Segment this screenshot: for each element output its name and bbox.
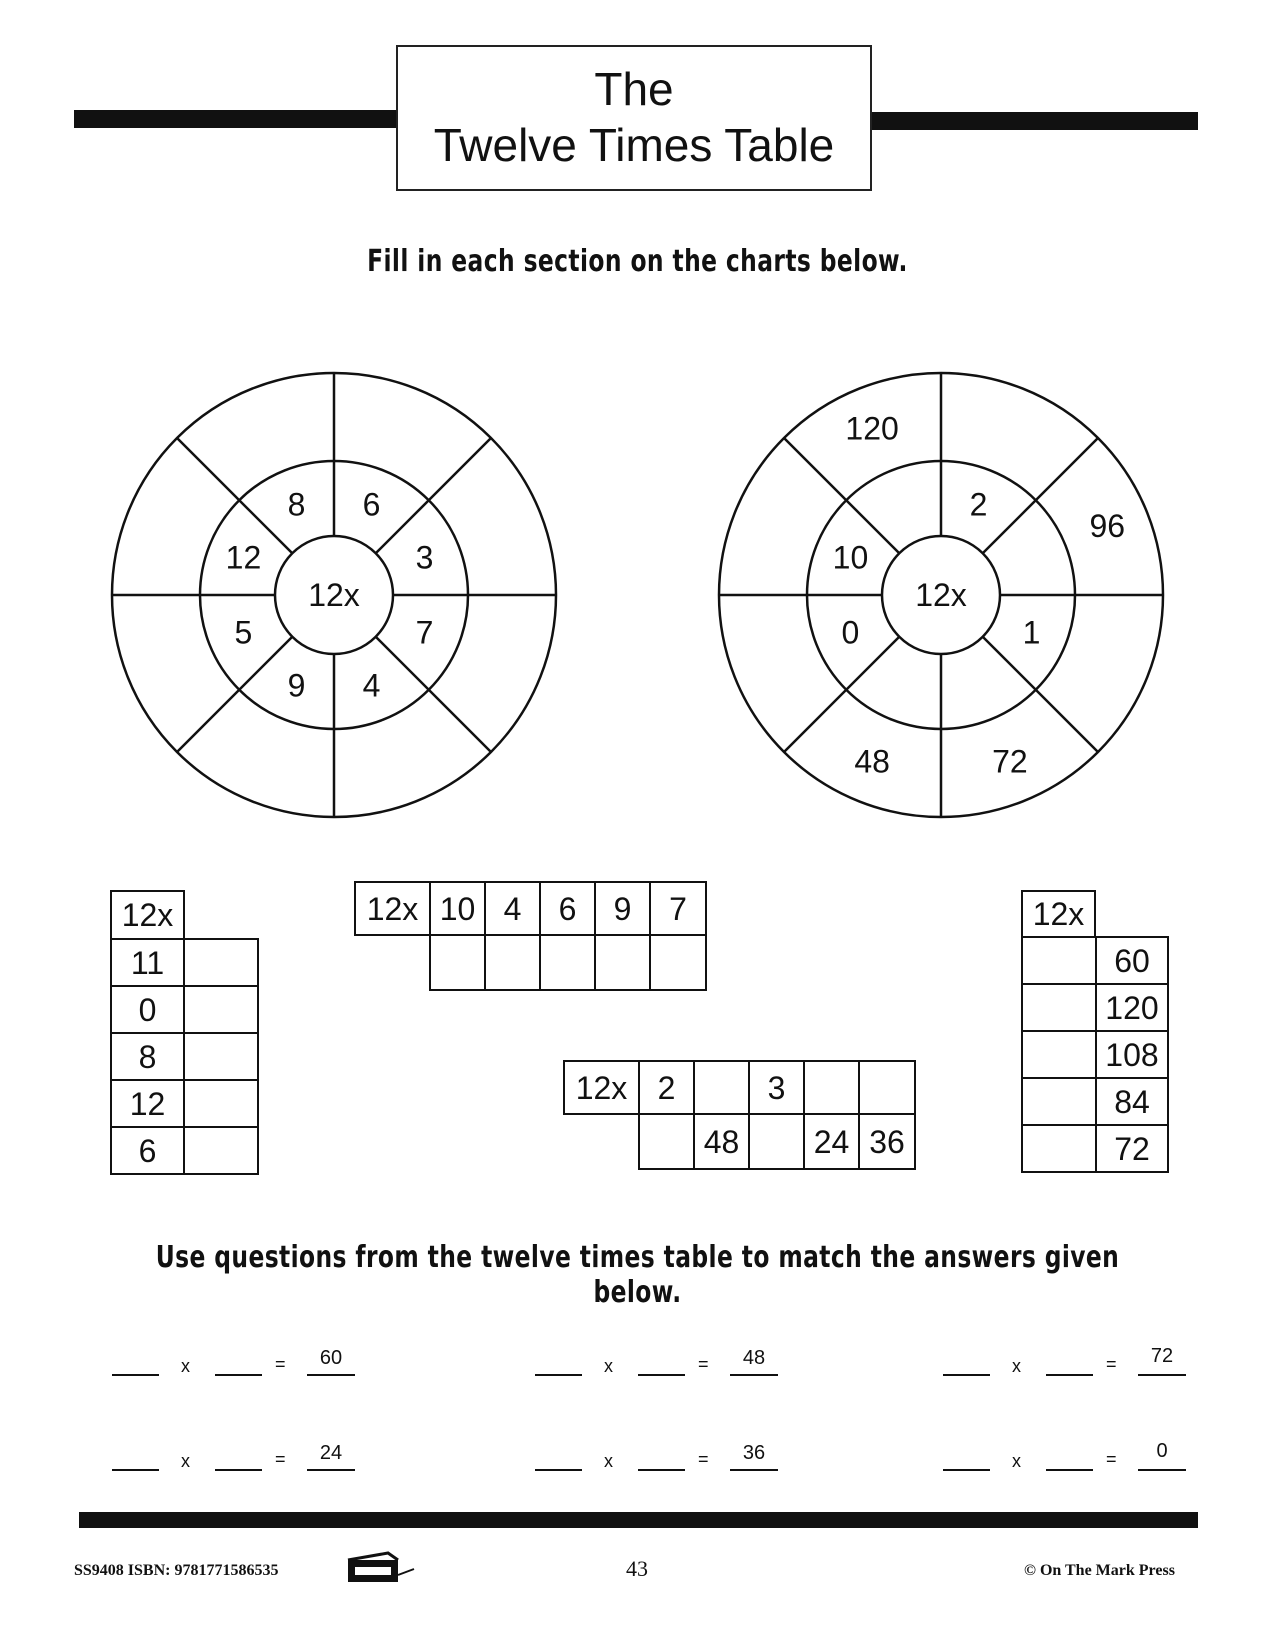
equation-blank-factor[interactable] [112,1374,159,1376]
table-bottom-mid-answer[interactable] [638,1113,695,1170]
equation-blank-factor[interactable] [535,1374,582,1376]
table-top-mid-answer[interactable] [429,934,486,991]
wheel-inner-sector: 5 [234,614,253,651]
equation-answer-line [1138,1469,1186,1471]
table-top-mid-factor: 9 [594,881,651,936]
table-top-mid-answer[interactable] [594,934,651,991]
equation-blank-factor[interactable] [638,1374,685,1376]
table-left-answer[interactable] [183,1126,259,1175]
equation-answer-line [307,1469,355,1471]
table-bottom-mid-answer: 48 [693,1113,750,1170]
footer-copyright: © On The Mark Press [1024,1562,1175,1579]
table-left-answer[interactable] [183,985,259,1034]
equation-blank-factor[interactable] [215,1469,262,1471]
table-right-answer: 72 [1095,1124,1169,1173]
equation-answer-line [730,1374,778,1376]
table-right-answer: 60 [1095,936,1169,985]
wheel-outer-sector: 96 [1089,508,1126,545]
bottom-rule [79,1512,1198,1528]
equation-answer-line [307,1374,355,1376]
table-top-mid-answer[interactable] [649,934,707,991]
table-right-factor[interactable] [1021,936,1097,985]
equation-blank-factor[interactable] [943,1469,990,1471]
equation-equals-sign: = [275,1354,286,1374]
equation-equals-sign: = [275,1449,286,1469]
wheel-inner-sector: 12 [225,539,262,576]
equation-answer: 60 [319,1347,343,1369]
wheel-inner-sector: 6 [362,486,381,523]
wheel-left [109,370,559,820]
equation-times-sign: x [181,1451,190,1471]
table-left-answer[interactable] [183,1079,259,1128]
equation-equals-sign: = [1106,1354,1117,1374]
equation-answer: 72 [1150,1345,1174,1367]
equation-times-sign: x [1012,1356,1021,1376]
equation-blank-factor[interactable] [215,1374,262,1376]
footer-isbn: SS9408 ISBN: 9781771586535 [74,1562,279,1579]
wheel-right [716,370,1166,820]
equation-equals-sign: = [698,1449,709,1469]
table-left-factor: 8 [110,1032,185,1081]
equation-blank-factor[interactable] [1046,1374,1093,1376]
table-bottom-mid-header: 12x [563,1060,640,1115]
equation-blank-factor[interactable] [638,1469,685,1471]
equation-times-sign: x [181,1356,190,1376]
table-bottom-mid-factor: 3 [748,1060,805,1115]
table-top-mid-header: 12x [354,881,431,936]
equation-times-sign: x [604,1356,613,1376]
page-title [396,45,872,191]
table-bottom-mid-factor: 2 [638,1060,695,1115]
table-top-mid-factor: 7 [649,881,707,936]
table-right-header: 12x [1021,890,1096,938]
table-top-mid-factor: 4 [484,881,541,936]
table-left-factor: 12 [110,1079,185,1128]
table-bottom-mid-answer[interactable] [748,1113,805,1170]
table-right-answer: 108 [1095,1030,1169,1079]
table-right-answer: 120 [1095,983,1169,1032]
table-right-factor[interactable] [1021,1124,1097,1173]
wheel-inner-sector: 2 [969,486,988,523]
wheel-outer-sector: 48 [854,743,890,780]
table-left-factor: 0 [110,985,185,1034]
title-rule-right [870,112,1198,130]
equation-answer: 24 [319,1442,343,1464]
table-right-factor[interactable] [1021,1077,1097,1126]
table-bottom-mid-answer: 36 [858,1113,916,1170]
table-left-factor: 6 [110,1126,185,1175]
equation-times-sign: x [604,1451,613,1471]
table-top-mid-factor: 10 [429,881,486,936]
table-left-factor: 11 [110,938,185,987]
table-left-header: 12x [110,890,185,940]
equation-answer-line [1138,1374,1186,1376]
title-rule-left [74,110,398,128]
title-line-1: The [594,63,674,115]
equation-blank-factor[interactable] [943,1374,990,1376]
wheel-outer-sector: 72 [992,743,1028,780]
table-bottom-mid-factor[interactable] [803,1060,860,1115]
table-bottom-mid-factor[interactable] [693,1060,750,1115]
book-icon [346,1551,418,1587]
instruction-top: Fill in each section on the charts below. [367,244,908,279]
table-bottom-mid-factor[interactable] [858,1060,916,1115]
page-number: 43 [626,1556,648,1581]
wheel-center-label: 12x [915,577,967,613]
table-left-answer[interactable] [183,938,259,987]
wheel-inner-sector: 9 [287,667,306,704]
table-right-answer: 84 [1095,1077,1169,1126]
wheel-inner-sector: 10 [832,539,869,576]
table-top-mid-factor: 6 [539,881,596,936]
equation-answer-line [730,1469,778,1471]
equation-answer: 36 [742,1442,766,1464]
table-top-mid-answer[interactable] [539,934,596,991]
equation-answer: 48 [742,1347,766,1369]
title-line-2: Twelve Times Table [433,119,835,171]
wheel-inner-sector: 0 [841,614,860,651]
wheel-inner-sector: 4 [362,667,381,704]
instruction-bottom: Use questions from the twelve times table to match the answers given below. [155,1240,1120,1310]
table-left-answer[interactable] [183,1032,259,1081]
table-bottom-mid-answer: 24 [803,1113,860,1170]
equation-answer: 0 [1156,1440,1168,1462]
wheel-center-label: 12x [308,577,360,613]
equation-blank-factor[interactable] [535,1469,582,1471]
equation-blank-factor[interactable] [1046,1469,1093,1471]
wheel-outer-sector: 120 [845,410,899,447]
table-right-factor[interactable] [1021,983,1097,1032]
equation-equals-sign: = [698,1354,709,1374]
equation-blank-factor[interactable] [112,1469,159,1471]
wheel-inner-sector: 8 [287,486,306,523]
table-top-mid-answer[interactable] [484,934,541,991]
wheel-inner-sector: 3 [415,539,434,576]
equation-equals-sign: = [1106,1449,1117,1469]
equation-times-sign: x [1012,1451,1021,1471]
table-right-factor[interactable] [1021,1030,1097,1079]
wheel-inner-sector: 7 [415,614,434,651]
wheel-inner-sector: 1 [1022,614,1041,651]
